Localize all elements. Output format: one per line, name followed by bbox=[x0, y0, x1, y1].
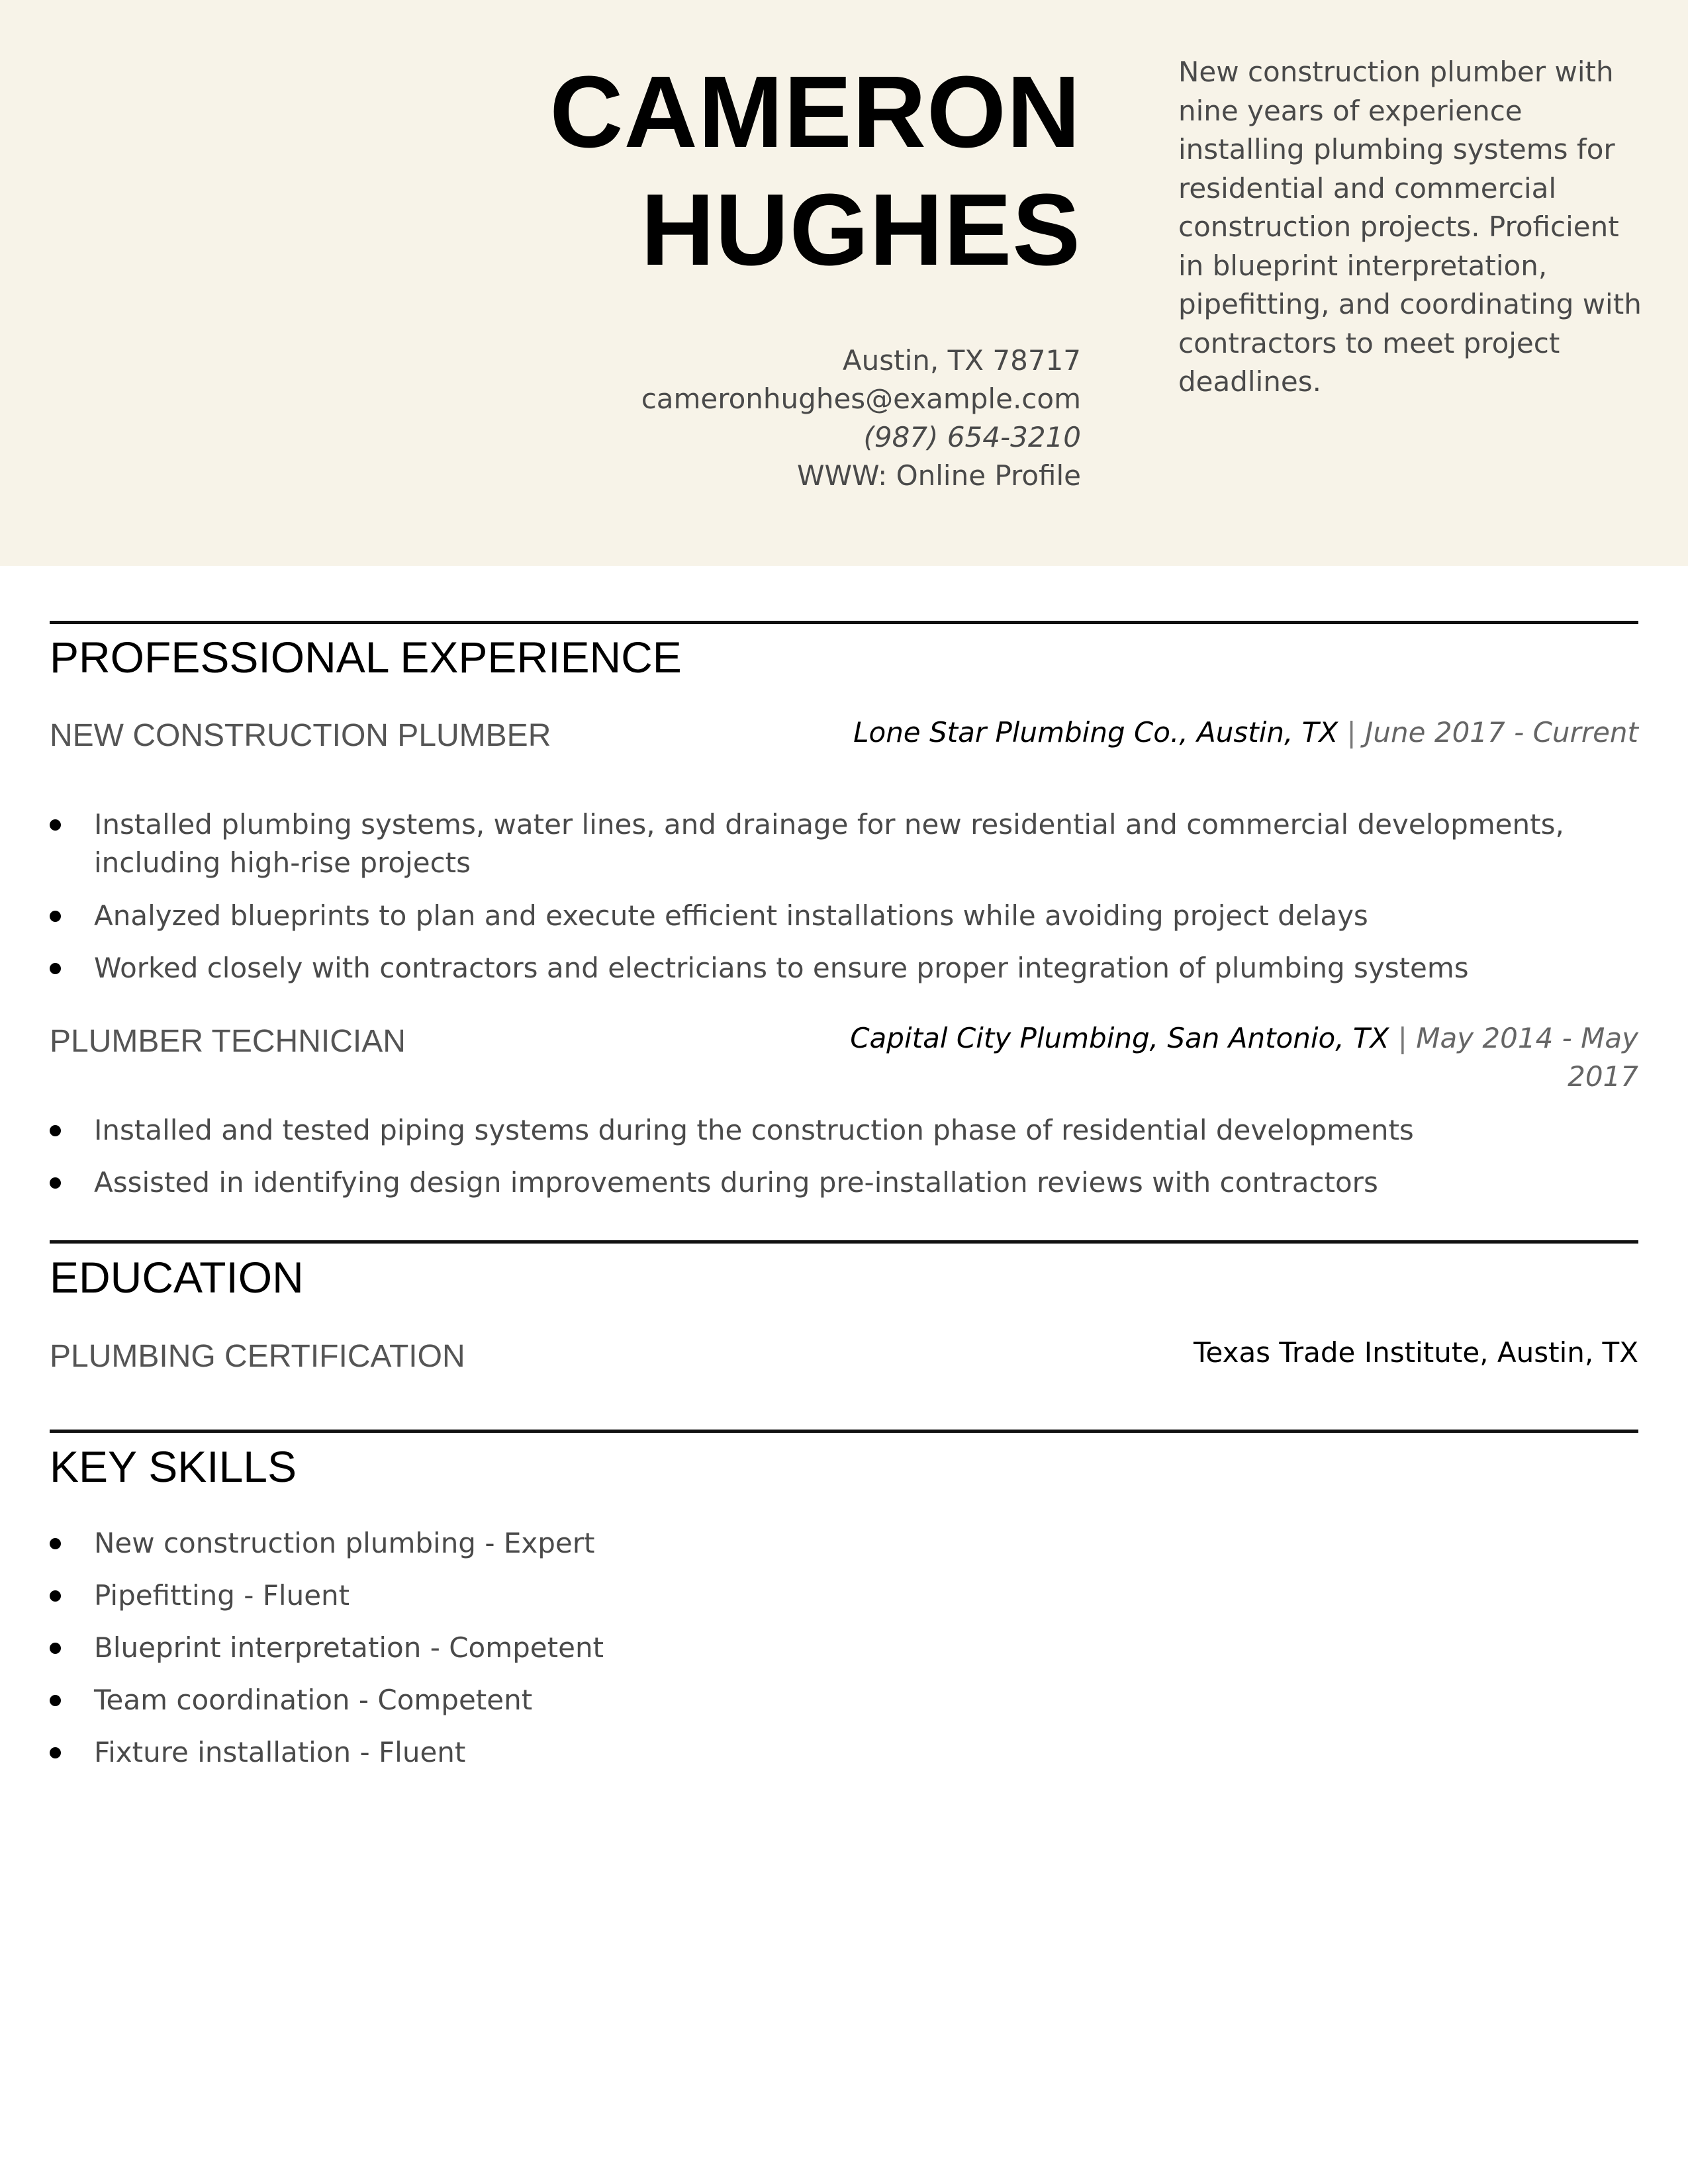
section-heading-experience: PROFESSIONAL EXPERIENCE bbox=[50, 633, 682, 682]
section-divider bbox=[50, 621, 1638, 624]
section-divider bbox=[50, 1430, 1638, 1433]
job-dates: May 2014 - May 2017 bbox=[1416, 1022, 1638, 1093]
list-item bbox=[50, 1576, 1599, 1615]
bullet-icon bbox=[50, 1643, 61, 1654]
education-school: Texas Trade Institute, Austin, TX bbox=[1193, 1336, 1638, 1369]
list-item bbox=[50, 805, 1599, 882]
contact-email[interactable]: cameronhughes@example.com bbox=[641, 383, 1081, 415]
bullet-icon bbox=[50, 963, 61, 974]
job-duties-list bbox=[50, 1111, 1599, 1202]
list-item bbox=[50, 949, 1599, 987]
list-item-text: Installed and tested piping systems during the construction phase of residential developments bbox=[94, 1114, 1414, 1146]
bullet-icon bbox=[50, 1747, 61, 1758]
contact-phone: (987) 654-3210 bbox=[863, 421, 1081, 453]
job-company: Lone Star Plumbing Co. bbox=[853, 716, 1180, 749]
skill-text: New construction plumbing - Expert bbox=[94, 1527, 595, 1559]
job-location: , Austin, TX bbox=[1179, 716, 1338, 749]
list-item bbox=[50, 1733, 1599, 1772]
skills-list bbox=[50, 1524, 1599, 1772]
name-first: CAMERON bbox=[549, 55, 1081, 169]
list-item-text: Analyzed blueprints to plan and execute efficient installations while avoiding project delays bbox=[94, 899, 1368, 932]
education-degree: PLUMBING CERTIFICATION bbox=[50, 1339, 465, 1374]
resume-header bbox=[0, 0, 1688, 566]
skill-text: Fixture installation - Fluent bbox=[94, 1736, 466, 1768]
skill-text: Pipefitting - Fluent bbox=[94, 1579, 350, 1612]
bullet-icon bbox=[50, 911, 61, 922]
job-meta bbox=[778, 713, 1638, 752]
section-heading-education: EDUCATION bbox=[50, 1253, 304, 1302]
name-last: HUGHES bbox=[641, 173, 1081, 287]
skill-text: Blueprint interpretation - Competent bbox=[94, 1631, 604, 1664]
job-duties-list bbox=[50, 805, 1599, 987]
list-item bbox=[50, 1111, 1599, 1150]
bullet-icon bbox=[50, 1695, 61, 1706]
meta-separator: | bbox=[1338, 716, 1366, 749]
professional-summary: New construction plumber with nine years of experience installing plumbing systems for residential and commercial construction projects. Proficient in blueprint interpretation, pipefitting, and coordinating with contractors to meet project deadlines. bbox=[1178, 56, 1642, 398]
list-item-text: Installed plumbing systems, water lines, and drainage for new residential and commercial developments, including high-rise projects bbox=[94, 808, 1564, 879]
meta-separator: | bbox=[1389, 1022, 1417, 1054]
list-item bbox=[50, 1629, 1599, 1667]
job-location: , San Antonio, TX bbox=[1149, 1022, 1389, 1054]
candidate-name bbox=[353, 53, 1081, 289]
section-divider bbox=[50, 1240, 1638, 1244]
job-title: PLUMBER TECHNICIAN bbox=[50, 1024, 406, 1059]
bullet-icon bbox=[50, 1177, 61, 1189]
list-item bbox=[50, 897, 1599, 935]
bullet-icon bbox=[50, 1590, 61, 1602]
job-dates: June 2017 - Current bbox=[1365, 716, 1638, 749]
list-item-text: Assisted in identifying design improvements during pre-installation reviews with contractors bbox=[94, 1166, 1378, 1199]
list-item bbox=[50, 1163, 1599, 1202]
list-item bbox=[50, 1681, 1599, 1719]
job-company: Capital City Plumbing bbox=[850, 1022, 1150, 1054]
bullet-icon bbox=[50, 819, 61, 831]
job-title: NEW CONSTRUCTION PLUMBER bbox=[50, 718, 551, 753]
job-meta bbox=[778, 1019, 1638, 1096]
list-item-text: Worked closely with contractors and electricians to ensure proper integration of plumbing systems bbox=[94, 952, 1469, 984]
bullet-icon bbox=[50, 1538, 61, 1549]
contact-website[interactable]: WWW: Online Profile bbox=[796, 459, 1081, 492]
section-heading-skills: KEY SKILLS bbox=[50, 1442, 297, 1491]
contact-location: Austin, TX 78717 bbox=[842, 344, 1081, 377]
bullet-icon bbox=[50, 1125, 61, 1136]
list-item bbox=[50, 1524, 1599, 1563]
contact-info bbox=[353, 341, 1081, 495]
skill-text: Team coordination - Competent bbox=[94, 1684, 533, 1716]
